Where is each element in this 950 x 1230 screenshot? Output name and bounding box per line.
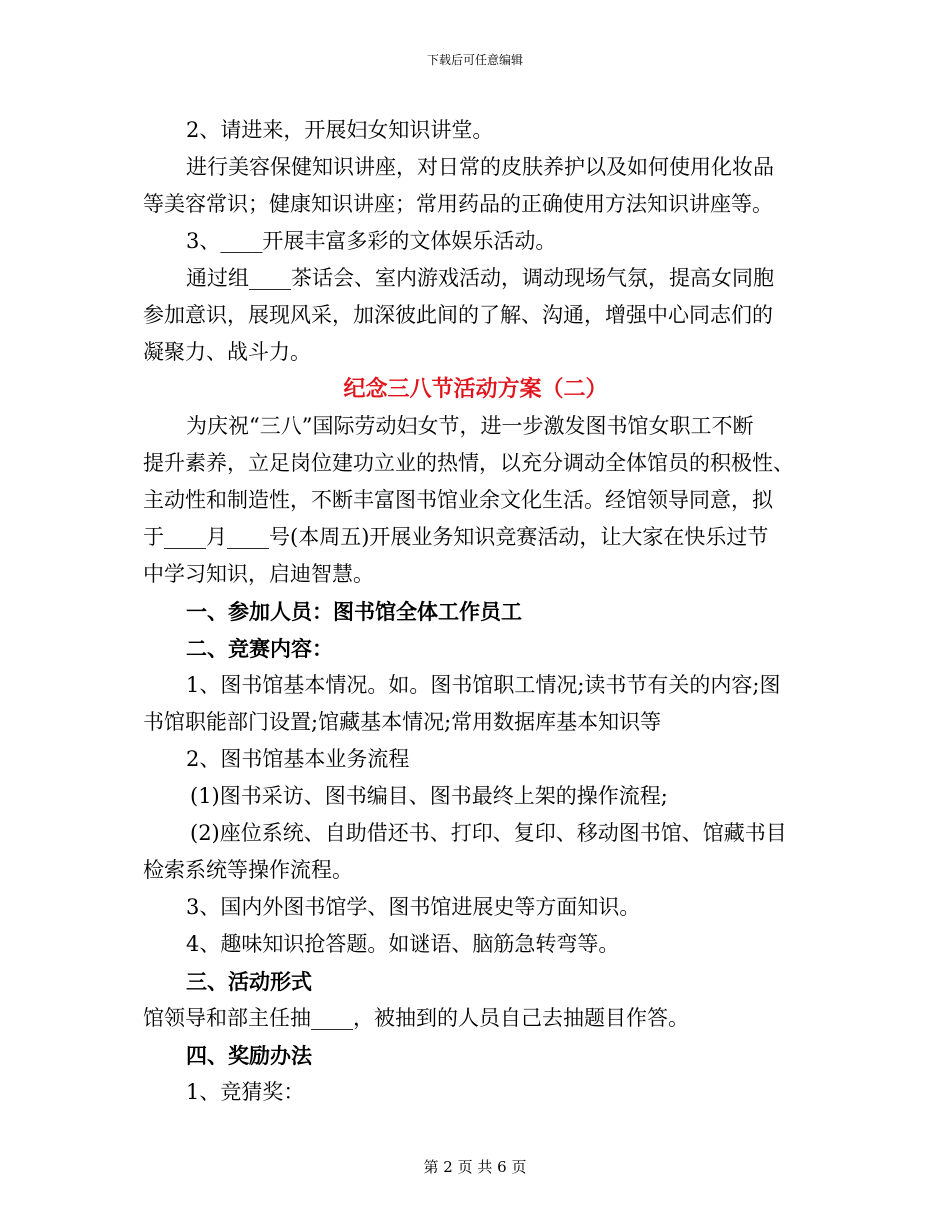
paragraph-line: 主动性和制造性，不断丰富图书馆业余文化生活。经馆领导同意，拟	[143, 488, 773, 512]
paragraph-line: 馆领导和部主任抽____，被抽到的人员自己去抽题目作答。	[143, 1006, 689, 1030]
paragraph-line: 通过组____茶话会、室内游戏活动，调动现场气氛，提高女同胞	[186, 266, 774, 290]
heading-contest-content: 二、竞赛内容：	[186, 636, 333, 661]
paragraph-line: 中学习知识，启迪智慧。	[143, 562, 374, 586]
paragraph-line: 4、趣味知识抢答题。如谜语、脑筋急转弯等。	[186, 932, 620, 956]
section-title: 纪念三八节活动方案（二）	[343, 376, 608, 402]
paragraph-line: 为庆祝“三八”国际劳动妇女节，进一步激发图书馆女职工不断	[186, 414, 754, 438]
paragraph-line: 凝聚力、战斗力。	[143, 340, 311, 364]
paragraph-line: 提升素养，立足岗位建功立业的热情，以充分调动全体馆员的积极性、	[143, 451, 794, 475]
paragraph-line: 等美容常识；健康知识讲座；常用药品的正确使用方法知识讲座等。	[143, 192, 773, 216]
heading-rewards: 四、奖励办法	[186, 1043, 312, 1068]
heading-participants: 一、参加人员：图书馆全体工作员工	[186, 599, 522, 624]
paragraph-line: 3、____开展丰富多彩的文体娱乐活动。	[186, 229, 557, 253]
paragraph-line: 检索系统等操作流程。	[143, 858, 353, 882]
paragraph-line: 参加意识，展现风采，加深彼此间的了解、沟通，增强中心同志们的	[143, 303, 773, 327]
paragraph-line: 2、请进来，开展妇女知识讲堂。	[186, 118, 494, 142]
page-footer: 第 2 页 共 6 页	[423, 1158, 527, 1176]
paragraph-line: 书馆职能部门设置;馆藏基本情况;常用数据库基本知识等	[143, 710, 662, 734]
paragraph-line: (2)座位系统、自助借还书、打印、复印、移动图书馆、馆藏书目	[190, 821, 787, 845]
paragraph-line: 进行美容保健知识讲座，对日常的皮肤养护以及如何使用化妆品	[186, 155, 774, 179]
heading-activity-form: 三、活动形式	[186, 969, 312, 994]
paragraph-line: 1、竞猜奖：	[186, 1080, 305, 1104]
paragraph-line: 2、图书馆基本业务流程	[186, 747, 410, 771]
paragraph-line: 于____月____号(本周五)开展业务知识竞赛活动，让大家在快乐过节	[143, 525, 769, 549]
paragraph-line: (1)图书采访、图书编目、图书最终上架的操作流程;	[190, 784, 668, 808]
paragraph-line: 1、图书馆基本情况。如。图书馆职工情况;读书节有关的内容;图	[186, 673, 781, 697]
document-body	[143, 112, 808, 1111]
paragraph-line: 3、国内外图书馆学、图书馆进展史等方面知识。	[186, 895, 641, 919]
page-header: 下载后可任意编辑	[426, 53, 523, 67]
